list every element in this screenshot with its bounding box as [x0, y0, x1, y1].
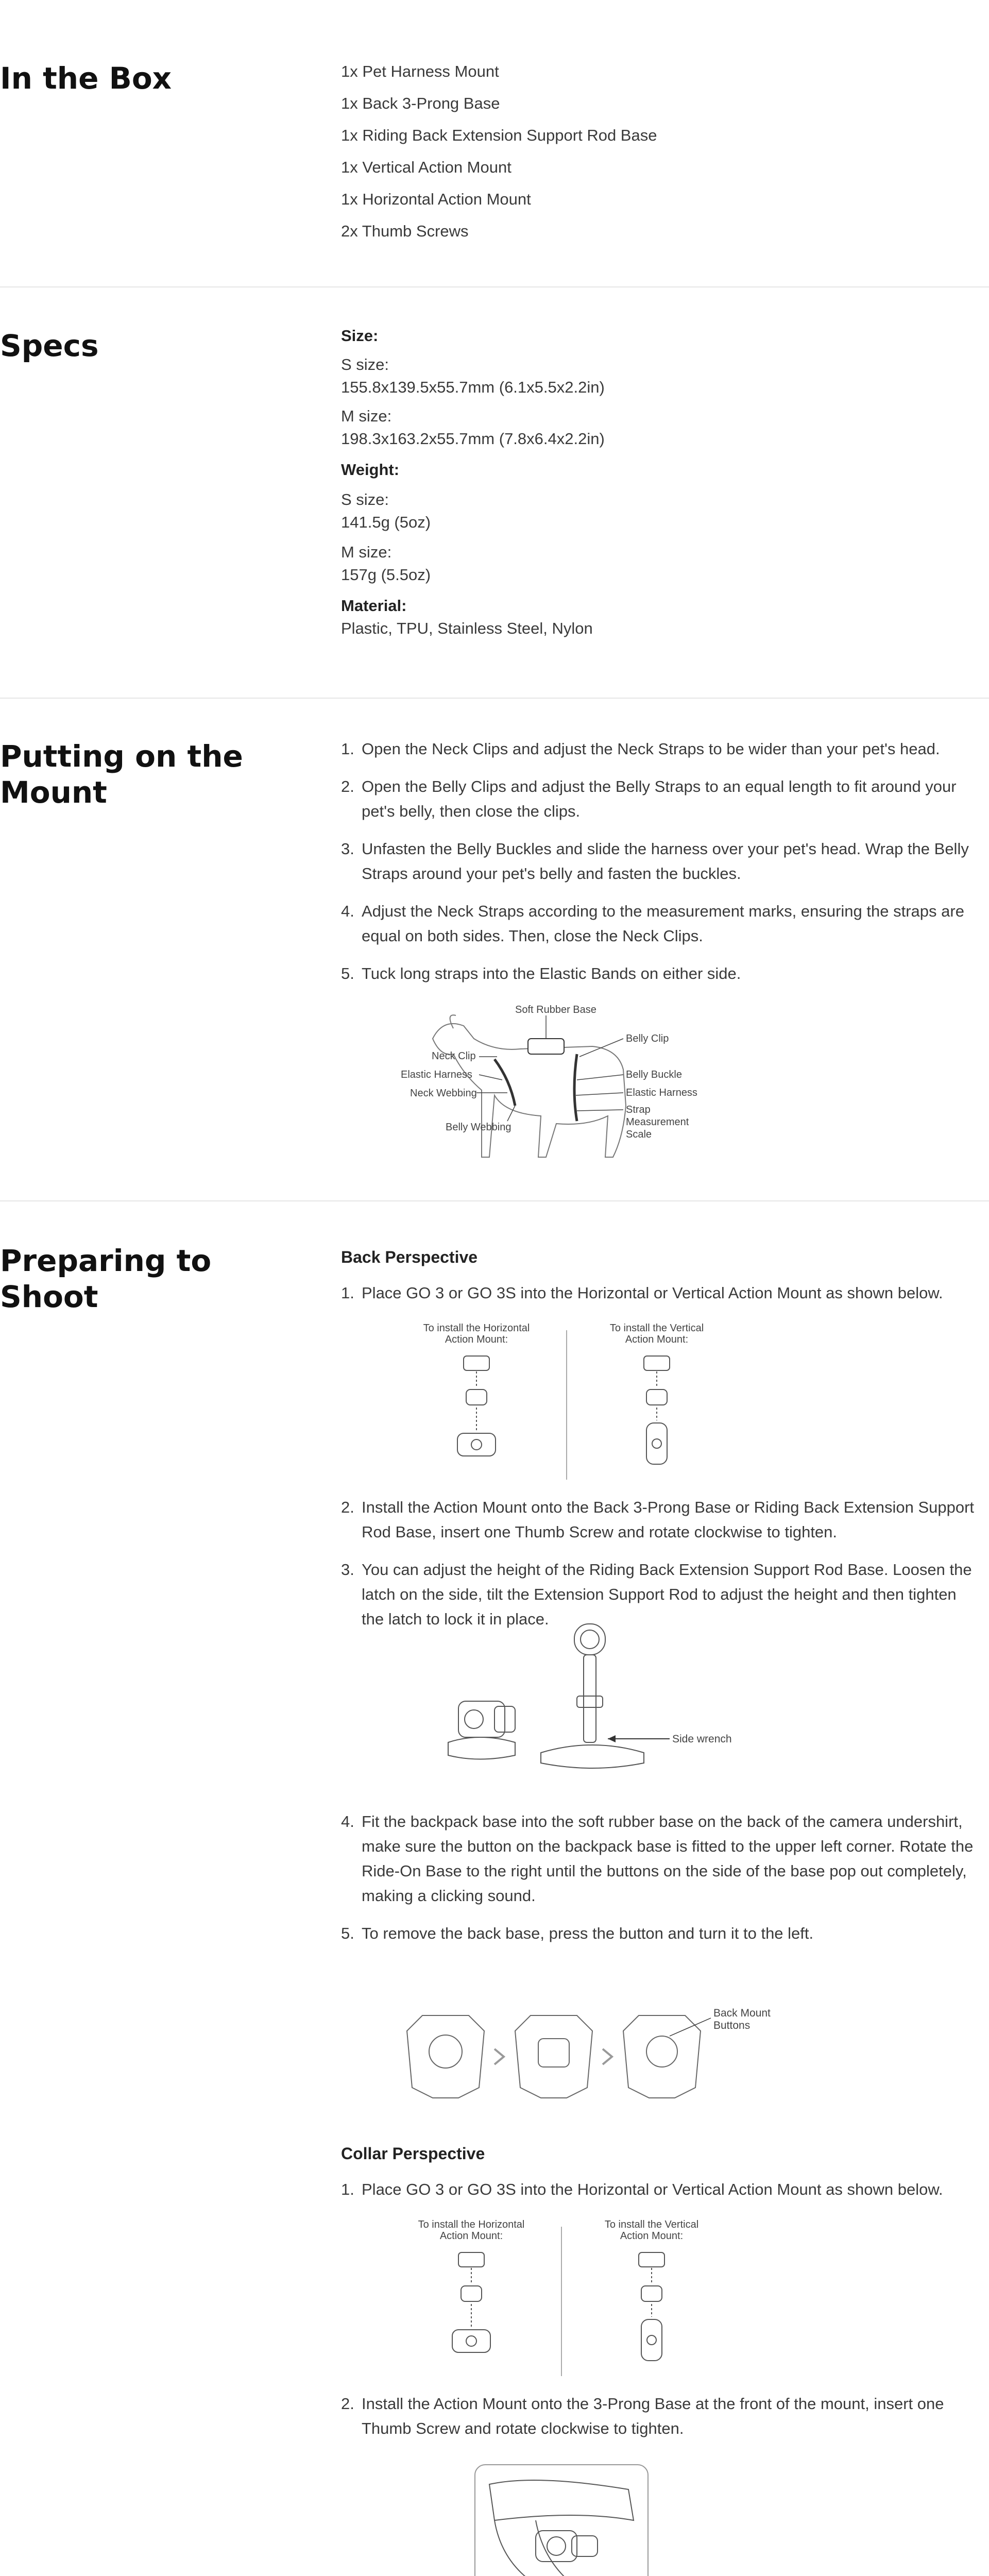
install-horizontal-text-2: Action Mount:: [445, 1334, 508, 1345]
s-size-value: 155.8x139.5x55.7mm (6.1x5.5x2.2in): [341, 378, 605, 396]
label-elastic-harness-right: Elastic Harness: [626, 1087, 697, 1098]
preparing-section: [0, 1201, 989, 2576]
m-weight-value: 157g (5.5oz): [341, 566, 431, 584]
install-horizontal-text-2: Action Mount:: [439, 2230, 503, 2242]
material-label: Material:: [341, 597, 407, 615]
putting-step: 1. Open the Neck Clips and adjust the Neck Straps to be wider than your pet's head.: [341, 740, 940, 758]
install-horizontal-text: To install the Horizontal: [418, 2219, 525, 2230]
putting-step: 4. Adjust the Neck Straps according to the measurement marks, ensuring the straps are equal on both sides. Then, close the Neck Clips.: [341, 902, 964, 945]
harness-diagram: [391, 1003, 762, 1173]
box-item: 1x Vertical Action Mount: [341, 158, 511, 176]
label-measurement: Measurement: [626, 1116, 689, 1128]
base-step-2: [515, 2015, 592, 2098]
m-weight-label: M size:: [341, 543, 392, 561]
putting-step: 3. Unfasten the Belly Buckles and slide the harness over your pet's head. Wrap the Belly Straps around your pet's belly and fasten the buckles.: [341, 840, 969, 883]
back-step: 3. You can adjust the height of the Riding Back Extension Support Rod Base. Loosen the latch on the side, tilt the Extension Support Rod to adjust the height and then tighten the latch to lock it in place.: [341, 1561, 972, 1628]
back-perspective-title: Back Perspective: [341, 1248, 478, 1266]
m-size-label: M size:: [341, 407, 392, 425]
collar-step-2: [341, 2392, 980, 2454]
back-steps-4-5: [341, 1809, 980, 1959]
camera-icon: [466, 1389, 487, 1405]
s-weight-value: 141.5g (5oz): [341, 513, 431, 531]
label-neck-webbing: Neck Webbing: [410, 1088, 477, 1099]
back-mount-buttons-diagram: [391, 1995, 771, 2119]
install-vertical-text: To install the Vertical: [604, 2219, 699, 2230]
install-mount-diagram-collar: [391, 2216, 762, 2381]
horizontal-mount-top: [464, 1356, 489, 1370]
install-vertical-text-2: Action Mount:: [625, 1334, 689, 1345]
back-step: 2. Install the Action Mount onto the Back 3-Prong Base or Riding Back Extension Support Rod Base, insert one Thumb Screw and rotate clockwise to tighten.: [341, 1498, 975, 1541]
material-value: Plastic, TPU, Stainless Steel, Nylon: [341, 619, 593, 637]
harness-strap: [574, 1054, 577, 1121]
label-belly-webbing: Belly Webbing: [446, 1122, 511, 1133]
putting-on-heading: Putting on the Mount: [0, 739, 243, 810]
soft-rubber-base: [528, 1039, 564, 1054]
camera-icon: [646, 1389, 667, 1405]
specs-heading: Specs: [0, 328, 99, 363]
collar-step: 1. Place GO 3 or GO 3S into the Horizontal or Vertical Action Mount as shown below.: [341, 2180, 943, 2198]
label-neck-clip: Neck Clip: [432, 1050, 476, 1062]
box-item: 1x Pet Harness Mount: [341, 62, 499, 80]
collar-perspective-title: Collar Perspective: [341, 2144, 485, 2163]
back-step: 1. Place GO 3 or GO 3S into the Horizontal or Vertical Action Mount as shown below.: [341, 1284, 943, 1302]
in-the-box-list: [341, 59, 989, 251]
extension-rod-diagram: [438, 1614, 773, 1778]
in-the-box-heading: In the Box: [0, 61, 172, 96]
install-mount-diagram-back: [397, 1320, 768, 1485]
horizontal-mount-bottom: [457, 1433, 496, 1456]
putting-on-steps: [341, 737, 980, 999]
s-size-label: S size:: [341, 355, 389, 374]
label-belly-clip: Belly Clip: [626, 1033, 669, 1044]
install-horizontal-text: To install the Horizontal: [423, 1323, 530, 1334]
s-weight-label: S size:: [341, 490, 389, 509]
install-vertical-text: To install the Vertical: [609, 1323, 704, 1334]
preparing-heading: Preparing to Shoot: [0, 1243, 212, 1314]
putting-step: 5. Tuck long straps into the Elastic Bands on either side.: [341, 964, 741, 982]
label-elastic-harness-left: Elastic Harness: [401, 1069, 472, 1080]
label-scale: Scale: [626, 1129, 652, 1140]
label-soft-rubber-base: Soft Rubber Base: [515, 1004, 596, 1015]
box-item: 1x Riding Back Extension Support Rod Base: [341, 126, 657, 144]
specs-section: [0, 287, 989, 698]
box-item: 1x Back 3-Prong Base: [341, 94, 500, 112]
collar-perspective: [341, 2141, 980, 2215]
camera-icon: [641, 2286, 662, 2301]
putting-step: 2. Open the Belly Clips and adjust the Belly Straps to an equal length to fit around your pet's belly, then close the clips.: [341, 777, 957, 820]
m-size-value: 198.3x163.2x55.7mm (7.8x6.4x2.2in): [341, 430, 605, 448]
back-step: 4. Fit the backpack base into the soft rubber base on the back of the camera undershirt, make sure the button on the backpack base is fitted to the upper left corner. Rotate the Ride-On Base to the right until the buttons on the side of the base pop out completely, making a clicking sound.: [341, 1812, 974, 1905]
camera-icon: [461, 2286, 482, 2301]
install-vertical-text-2: Action Mount:: [620, 2230, 684, 2242]
dog-ear: [450, 1015, 456, 1028]
harness-strap: [494, 1059, 515, 1106]
vertical-mount-top: [644, 1356, 670, 1370]
collar-step: 2. Install the Action Mount onto the 3-Prong Base at the front of the mount, insert one Thumb Screw and rotate clockwise to tighten.: [341, 2395, 944, 2437]
box-item: 1x Horizontal Action Mount: [341, 190, 531, 208]
putting-on-section: [0, 699, 989, 1200]
collar-mount-diagram: [474, 2464, 649, 2576]
in-the-box-section: [0, 0, 989, 286]
label-belly-buckle: Belly Buckle: [626, 1069, 682, 1080]
back-step: 5. To remove the back base, press the button and turn it to the left.: [341, 1924, 814, 1942]
size-label: Size:: [341, 327, 379, 345]
back-perspective: [341, 1245, 980, 1318]
side-wrench-label: Side wrench: [672, 1733, 732, 1745]
label-strap: Strap: [626, 1104, 651, 1115]
box-item: 2x Thumb Screws: [341, 222, 469, 240]
base-step-1: [407, 2015, 484, 2098]
back-mount-label: Back Mount: [713, 2007, 771, 2019]
specs-body: [341, 325, 989, 640]
weight-label: Weight:: [341, 461, 400, 479]
vertical-mount-bottom: [646, 1423, 667, 1464]
buttons-label: Buttons: [713, 2020, 751, 2031]
